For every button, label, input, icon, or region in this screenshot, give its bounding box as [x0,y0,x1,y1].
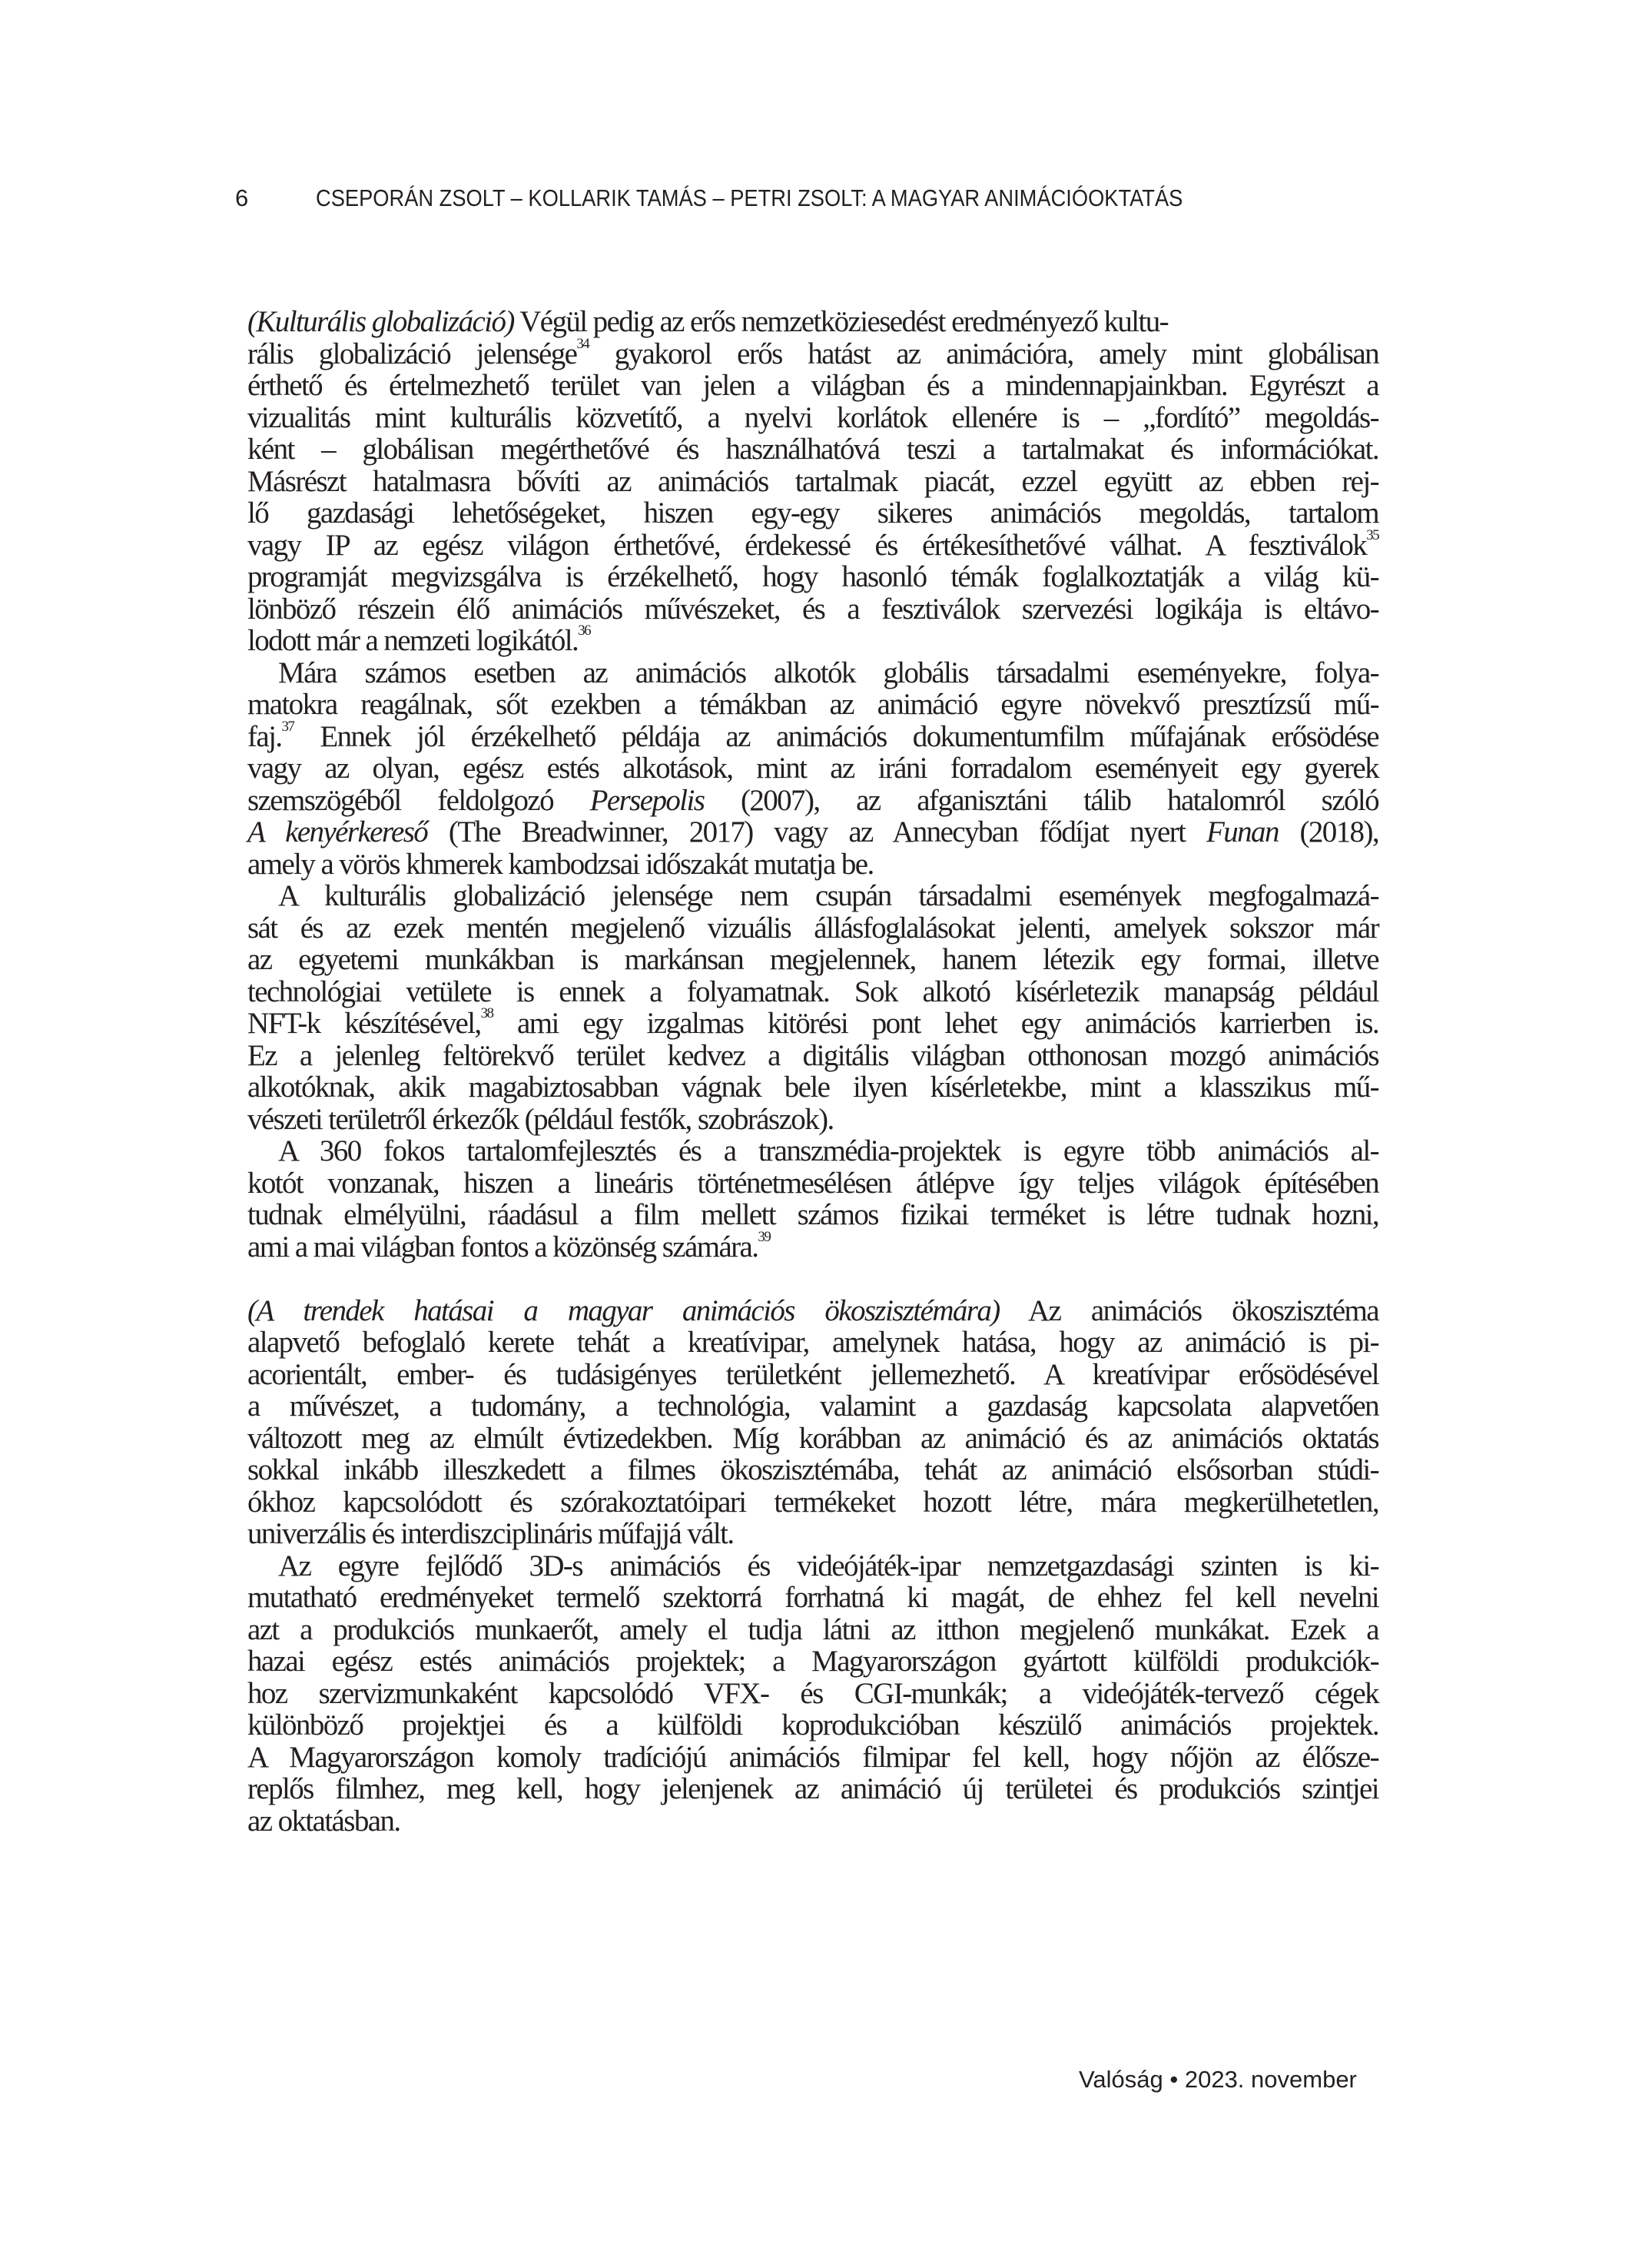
text-line: faj.$^{37}$ Ennek jól érzékelhető példája az animációs dokumentumfilm műfajának erősödése [247,718,1378,753]
film-title: Funan [1206,815,1279,848]
bullet-separator: • [1169,2066,1179,2093]
text-line: technológiai vetülete is ennek a folyamatnak. Sok alkotó kísérletezik manapság például [247,975,1378,1008]
text-line: A Magyarországon komoly tradíciójú animációs filmipar fel kell, hogy nőjön az élősze- [247,1740,1378,1774]
text-line: vizualitás mint kulturális közvetítő, a nyelvi korlátok ellenére is – „fordító” megoldás- [247,400,1378,434]
text-line: ókhoz kapcsolódott és szórakoztatóipari termékeket hozott létre, mára megkerülhetetlen, [247,1485,1378,1519]
text-line: rális globalizáció jelensége$^{34}$ gyakorol erős hatást az animációra, amely mint globálisan [247,335,1378,370]
text-line: hazai egész estés animációs projektek; a Magyarországon gyártott külföldi produkciók- [247,1645,1378,1678]
footnote-ref[interactable]: 38 [480,1005,493,1021]
text-line: univerzális és interdiszciplináris műfajjá vált. [247,1517,734,1550]
text-line: alapvető befoglaló kerete tehát a kreatívipar, amelynek hatása, hogy az animáció is pi- [247,1326,1378,1359]
footnote-ref[interactable]: 36 [578,623,591,639]
text-line: az oktatásban. [247,1804,400,1838]
text-line: különböző projektjei és a külföldi koprodukcióban készülő animációs projektek. [247,1708,1378,1742]
text-line: Ez a jelenleg feltörekvő terület kedvez a digitális világban otthonosan mozgó animációs [247,1038,1378,1072]
text-line: mutatható eredményeket termelő szektorrá forrhatná ki magát, de ehhez fel kell nevelni [247,1581,1378,1614]
text-line: lő gazdasági lehetőségeket, hiszen egy-egy sikeres animációs megoldás, tartalom [247,496,1378,530]
text-line: programját megvizsgálva is érzékelhető, hogy hasonló témák foglalkoztatják a világ kü- [247,560,1378,593]
text-line: matokra reagálnak, sőt ezekben a témákban az animáció egyre növekvő presztízsű mű- [247,688,1378,721]
text-line: a művészet, a tudomány, a technológia, valamint a gazdaság kapcsolata alapvetően [247,1390,1378,1423]
text-line: tudnak elmélyülni, ráadásul a film mellett számos fizikai terméket is létre tudnak hozni, [247,1198,1378,1231]
film-title: Persepolis [589,783,705,817]
text-line: ként – globálisan megérthetővé és használhatóvá teszi a tartalmakat és információkat. [247,433,1378,466]
section-heading: (Kulturális globalizáció) [247,305,514,338]
text-line: lodott már a nemzeti logikától.$^{36}$ [247,623,591,657]
film-title: A kenyérkereső [247,815,428,848]
text-line: azt a produkciós munkaerőt, amely el tudja látni az itthon megjelenő munkákat. Ezek a [247,1612,1378,1646]
footnote-ref[interactable]: 34 [576,335,589,352]
section-gap [247,1263,1378,1295]
text-line: Az egyre fejlődő 3D-s animációs és videójáték-ipar nemzetgazdasági szinten is ki- [278,1549,1378,1582]
running-header [235,184,1380,223]
section-heading: (A trendek hatásai a magyar animációs ökoszisztémára) [247,1293,1000,1327]
text-line: sokkal inkább illeszkedett a filmes ökoszisztémába, tehát az animáció elsősorban stúdi- [247,1453,1378,1486]
journal-name: Valóság [1079,2066,1163,2093]
text-line: érthető és értelmezhető terület van jelen a világban és a mindennapjainkban. Egyrészt a [247,369,1378,402]
text-line: acorientált, ember- és tudásigényes területként jellemezhető. A kreatívipar erősödésével [247,1357,1378,1391]
issue-date: 2023. november [1184,2066,1357,2093]
page-number: 6 [235,184,249,211]
text-line: változott meg az elmúlt évtizedekben. Míg korábban az animáció és az animációs oktatás [247,1421,1378,1455]
text-line: az egyetemi munkákban is markánsan megjelennek, hanem létezik egy formai, illetve [247,943,1378,976]
text-line: hoz szervizmunkaként kapcsolódó VFX- és CGI-munkák; a videójáték-tervező cégek [247,1676,1378,1710]
text-line: (Kulturális globalizáció) Végül pedig az erős nemzetköziesedést eredményező kultu- [247,305,1169,338]
text-line: ami a mai világban fontos a közönség számára.$^{39}$ [247,1228,771,1264]
text-line: sát és az ezek mentén megjelenő vizuális állásfoglalásokat jelenti, amelyek sokszor már [247,911,1378,945]
text-line: amely a vörös khmerek kambodzsai időszakát mutatja be. [247,847,874,881]
text-line: (A trendek hatásai a magyar animációs ökoszisztémára) Az animációs ökoszisztéma [247,1293,1378,1327]
text-line: lönböző részein élő animációs művészeket, és a fesztiválok szervezési logikája is eltávo- [247,592,1378,626]
footnote-ref[interactable]: 37 [281,718,294,735]
text-line: vészeti területről érkezők (például festők, szobrászok). [247,1102,834,1136]
running-title: CSEPORÁN ZSOLT – KOLLARIK TAMÁS – PETRI ZSOLT: A MAGYAR ANIMÁCIÓOKTATÁS [316,184,1183,211]
footnote-ref[interactable]: 35 [1366,526,1378,543]
text-line: replős filmhez, meg kell, hogy jelenjenek az animáció új területei és produkciós szintjei [247,1772,1378,1805]
text-line: vagy IP az egész világon érthetővé, érdekessé és értékesíthetővé válhat. A fesztiválok$^{35}$ [247,526,1378,562]
text-line: kotót vonzanak, hiszen a lineáris történetmesélésen átlépve így teljes világok építésében [247,1166,1378,1200]
text-line: Mára számos esetben az animációs alkotók globális társadalmi eseményekre, folya- [278,656,1378,689]
page-footer [1079,2066,1357,2094]
text-line: A kulturális globalizáció jelensége nem csupán társadalmi események megfogalmazá- [278,879,1378,912]
text-line: Másrészt hatalmasra bővíti az animációs tartalmak piacát, ezzel együtt az ebben rej- [247,464,1378,498]
text-line: NFT-k készítésével,$^{38}$ ami egy izgalmas kitörési pont lehet egy animációs karrierben is. [247,1005,1378,1040]
text-line: A 360 fokos tartalomfejlesztés és a transzmédia-projektek is egyre több animációs al- [278,1134,1378,1167]
article-body [247,306,1378,1837]
text-line: vagy az olyan, egész estés alkotások, mint az iráni forradalom eseményeit egy gyerek [247,752,1378,785]
text-line: A kenyérkereső (The Breadwinner, 2017) vagy az Annecyban fődíjat nyert Funan (2018), [247,815,1378,848]
footnote-ref[interactable]: 39 [758,1228,771,1245]
text-line: alkotóknak, akik magabiztosabban vágnak bele ilyen kísérletekbe, mint a klasszikus mű- [247,1071,1378,1104]
text-line: szemszögéből feldolgozó Persepolis (2007), az afganisztáni tálib hatalomról szóló [247,783,1378,817]
